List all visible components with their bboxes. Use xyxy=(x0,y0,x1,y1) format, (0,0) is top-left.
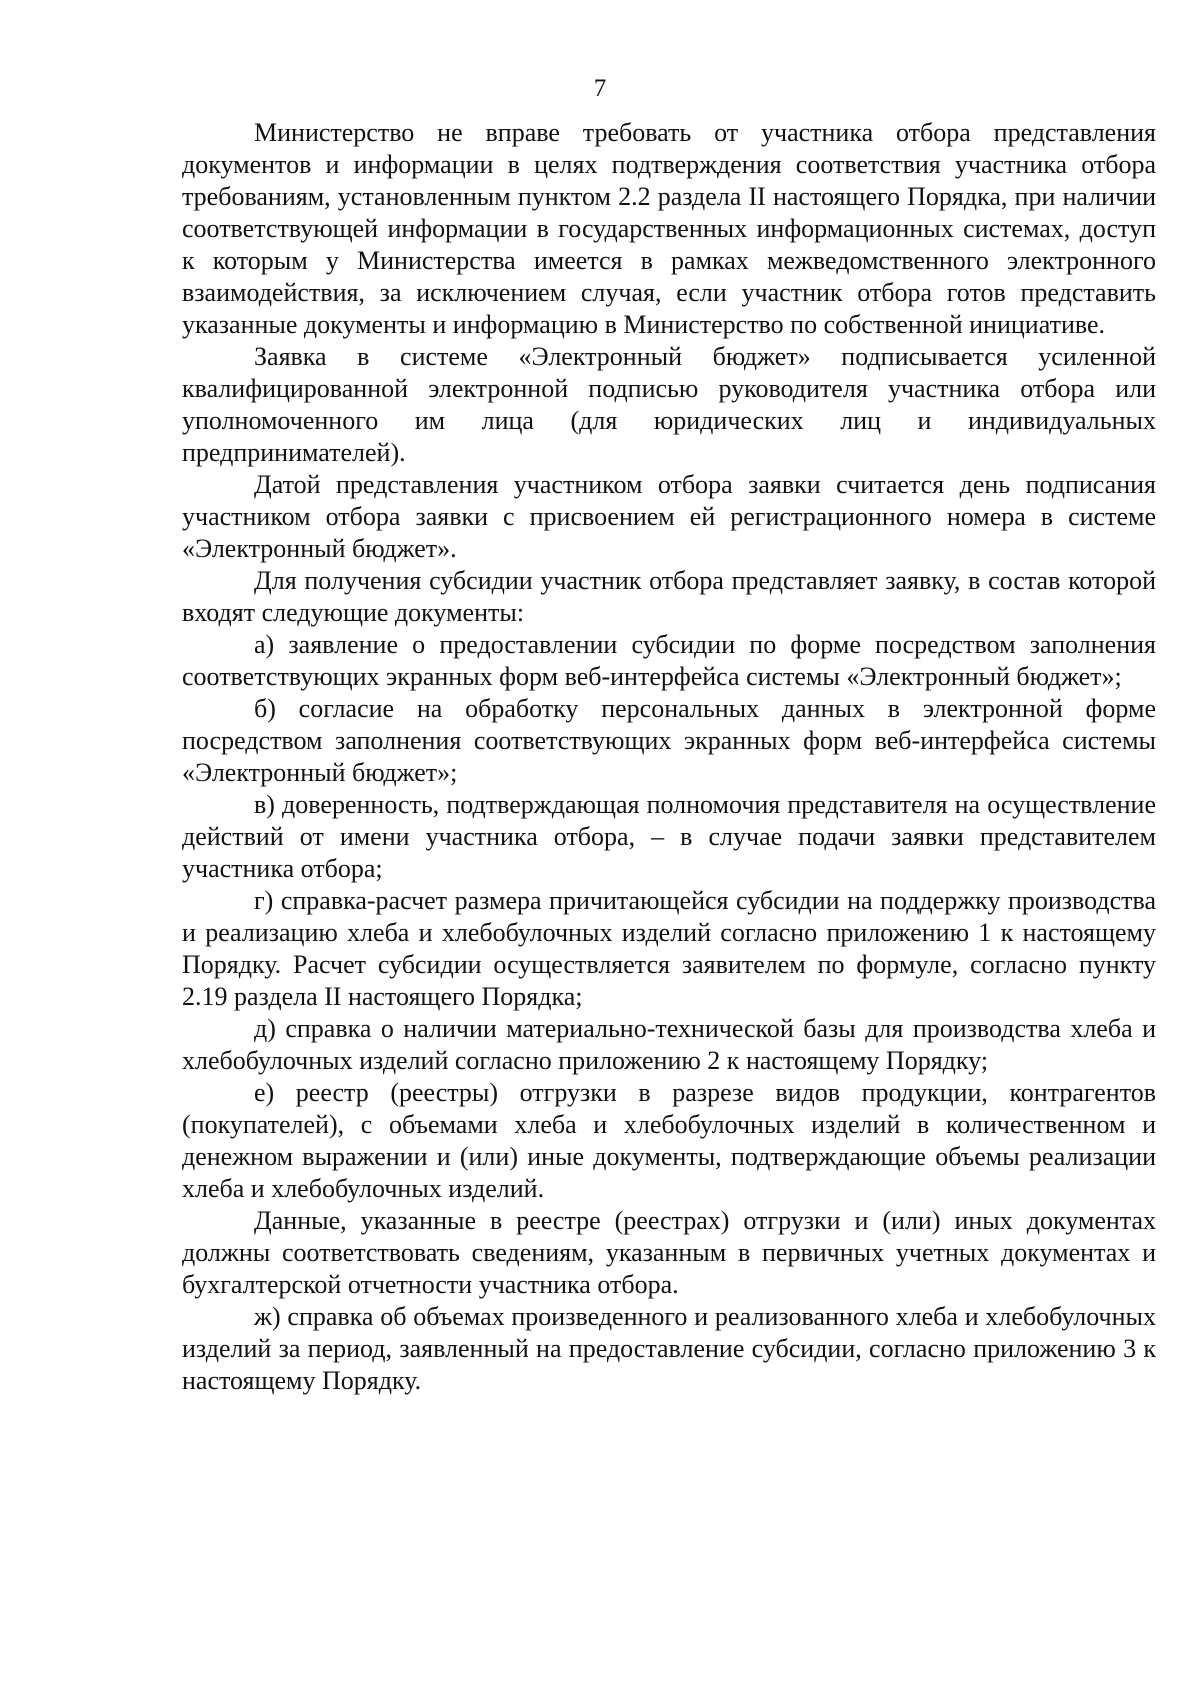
list-item-zh-production-volumes: ж) справка об объемах произведенного и реализованного хлеба и хлебобулочных изделий за период, заявленный на предоставление субсидии, согласно приложению 3 к настоящему Порядку. xyxy=(182,1302,1156,1395)
list-item-e-shipment-registry: е) реестр (реестры) отгрузки в разрезе видов продукции, контрагентов (покупателей), с объемами хлеба и хлебобулочных изделий в количественном и денежном выражении и (или) иные документы, подтверждающие объемы реализации хлеба и хлебобулочных изделий. xyxy=(182,1078,1156,1203)
paragraph-documents-intro: Для получения субсидии участник отбора представляет заявку, в состав которой входят следующие документы: xyxy=(182,566,1156,627)
paragraph-application-signature: Заявка в системе «Электронный бюджет» подписывается усиленной квалифицированной электронной подписью руководителя участника отбора или уполномоченного им лица (для юридических лиц и индивидуальных предпринимателей). xyxy=(182,342,1156,467)
list-item-a-statement: а) заявление о предоставлении субсидии по форме посредством заполнения соответствующих экранных форм веб-интерфейса системы «Электронный бюджет»; xyxy=(182,630,1156,691)
paragraph-registry-data: Данные, указанные в реестре (реестрах) отгрузки и (или) иных документах должны соответствовать сведениям, указанным в первичных учетных документах и бухгалтерской отчетности участника отбора. xyxy=(182,1206,1156,1299)
paragraph-ministry-documents: Министерство не вправе требовать от участника отбора представления документов и информации в целях подтверждения соответствия участника отбора требованиям, установленным пунктом 2.2 раздела II настоящего Порядка, при наличии соответствующей информации в государственных информационных системах, доступ к которым у Министерства имеется в рамках межведомственного электронного взаимодействия, за исключением случая, если участник отбора готов представить указанные документы и информацию в Министерство по собственной инициативе. xyxy=(182,118,1156,339)
page-number: 7 xyxy=(593,75,607,102)
list-item-g-subsidy-calculation: г) справка-расчет размера причитающейся субсидии на поддержку производства и реализацию хлеба и хлебобулочных изделий согласно приложению 1 к настоящему Порядку. Расчет субсидии осуществляется заявителем по формуле, согласно пункту 2.19 раздела II настоящего Порядка; xyxy=(182,886,1156,1011)
list-item-d-technical-base: д) справка о наличии материально-технической базы для производства хлеба и хлебобулочных изделий согласно приложению 2 к настоящему Порядку; xyxy=(182,1014,1156,1075)
paragraph-submission-date: Датой представления участником отбора заявки считается день подписания участником отбора заявки с присвоением ей регистрационного номера в системе «Электронный бюджет». xyxy=(182,470,1156,563)
document-body xyxy=(182,117,1156,1397)
list-item-b-consent: б) согласие на обработку персональных данных в электронной форме посредством заполнения соответствующих экранных форм веб-интерфейса системы «Электронный бюджет»; xyxy=(182,694,1156,787)
list-item-v-power-of-attorney: в) доверенность, подтверждающая полномочия представителя на осуществление действий от имени участника отбора, – в случае подачи заявки представителем участника отбора; xyxy=(182,790,1156,883)
